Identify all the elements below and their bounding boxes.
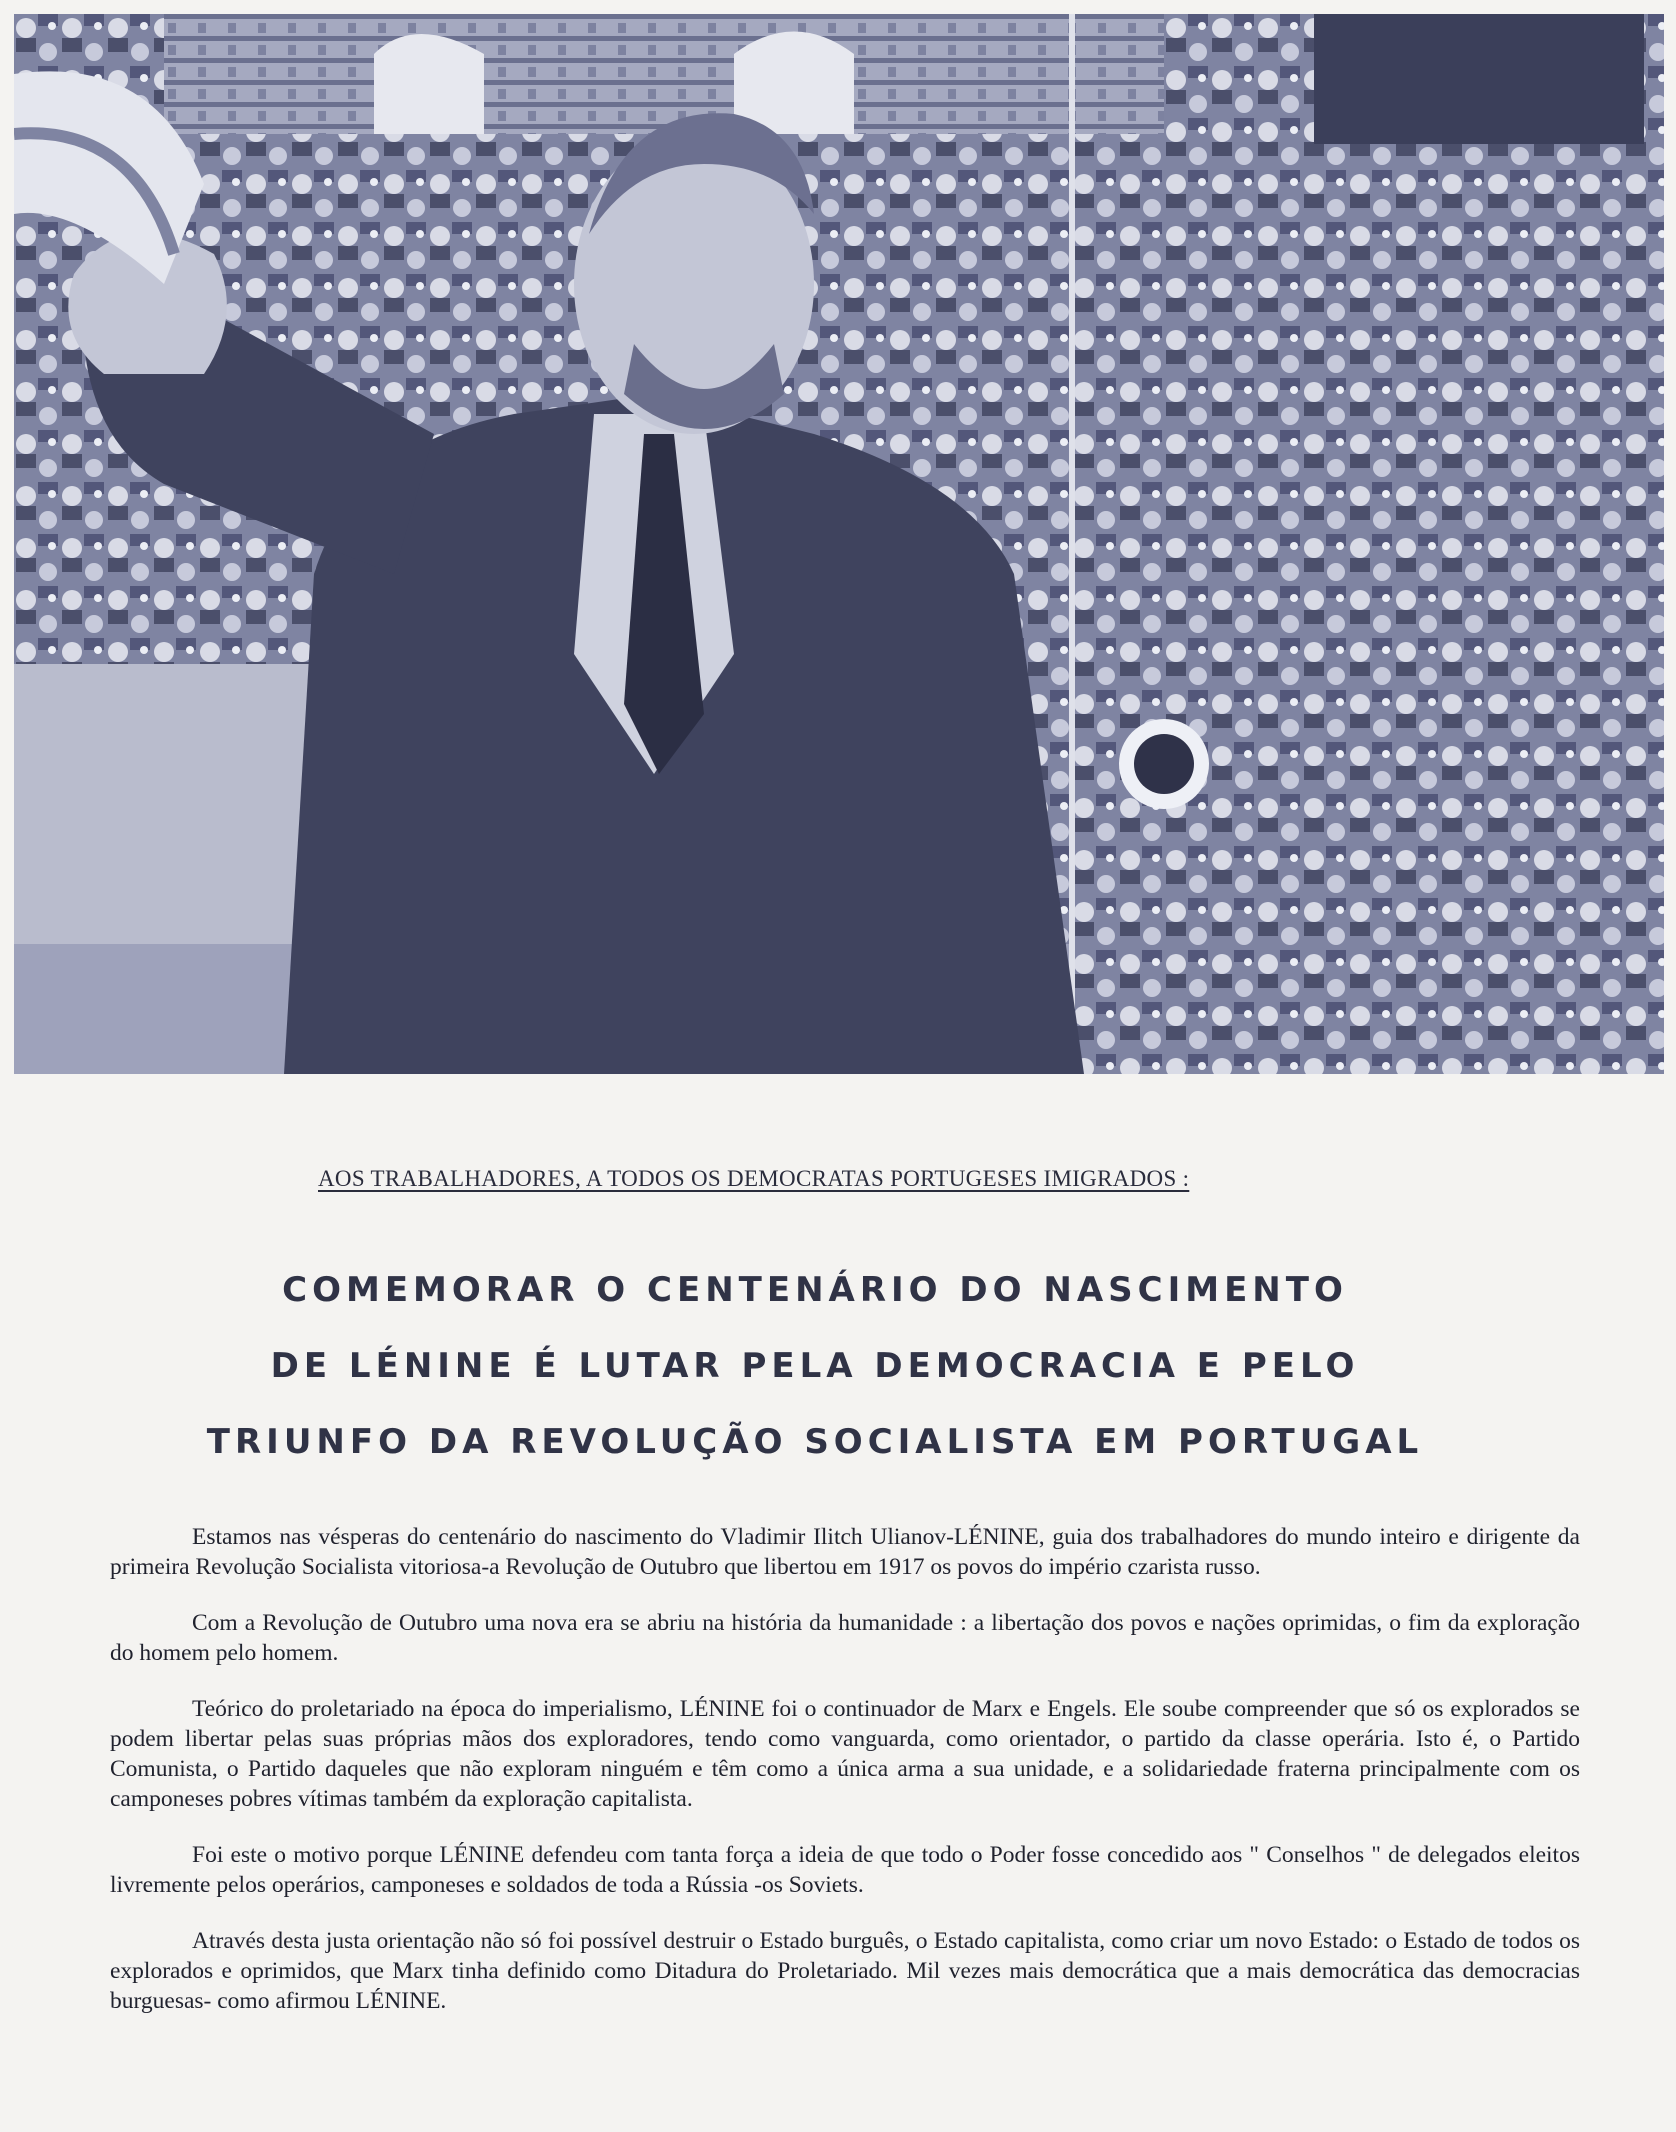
paragraph: Estamos nas vésperas do centenário do nascimento do Vladimir Ilitch Ulianov-LÉNINE, guia dos trabalhadores do mundo inteiro e dirigente da primeira Revolução Socialista vitoriosa-a Revolução de Outubro que libertou em 1917 os povos do império czarista russo.	[110, 1524, 1580, 1580]
paragraph: Com a Revolução de Outubro uma nova era se abriu na história da humanidade : a libertação dos povos e nações oprimidas, o fim da exploração do homem pelo homem.	[110, 1610, 1580, 1666]
headline-line: TRIUNFO DA REVOLUÇÃO SOCIALISTA EM PORTUGAL	[206, 1422, 1424, 1462]
rally-photo-icon	[14, 14, 1664, 1074]
headline	[120, 1252, 1510, 1480]
body-text	[110, 1522, 1580, 2042]
greeting-line: AOS TRABALHADORES, A TODOS OS DEMOCRATAS PORTUGESES IMIGRADOS :	[318, 1166, 1190, 1191]
rally-photo	[14, 14, 1664, 1074]
headline-line: DE LÉNINE É LUTAR PELA DEMOCRACIA E PELO	[270, 1346, 1360, 1386]
paragraph: Foi este o motivo porque LÉNINE defendeu com tanta força a ideia de que todo o Poder fosse concedido aos " Conselhos " de delegados eleitos livremente pelos operários, camponeses e soldados de toda a Rússia -os Soviets.	[110, 1842, 1580, 1898]
paragraph: Através desta justa orientação não só foi possível destruir o Estado burguês, o Estado capitalista, como criar um novo Estado: o Estado de todos os explorados e oprimidos, que Marx tinha definido como Ditadura do Proletariado. Mil vezes mais democrática que a mais democrática das democracias burguesas- como afirmou LÉNINE.	[110, 1928, 1580, 2014]
paragraph: Teórico do proletariado na época do imperialismo, LÉNINE foi o continuador de Marx e Engels. Ele soube compreender que só os explorados se podem libertar pelas suas próprias mãos dos exploradores, tendo como vanguarda, como orientador, o partido da classe operária. Isto é, o Partido Comunista, o Partido daqueles que não exploram ninguém e têm como a única arma a sua unidade, e a solidariedade fraterna principalmente com os camponeses pobres vítimas também da exploração capitalista.	[110, 1696, 1580, 1812]
headline-line: COMEMORAR O CENTENÁRIO DO NASCIMENTO	[282, 1270, 1348, 1310]
